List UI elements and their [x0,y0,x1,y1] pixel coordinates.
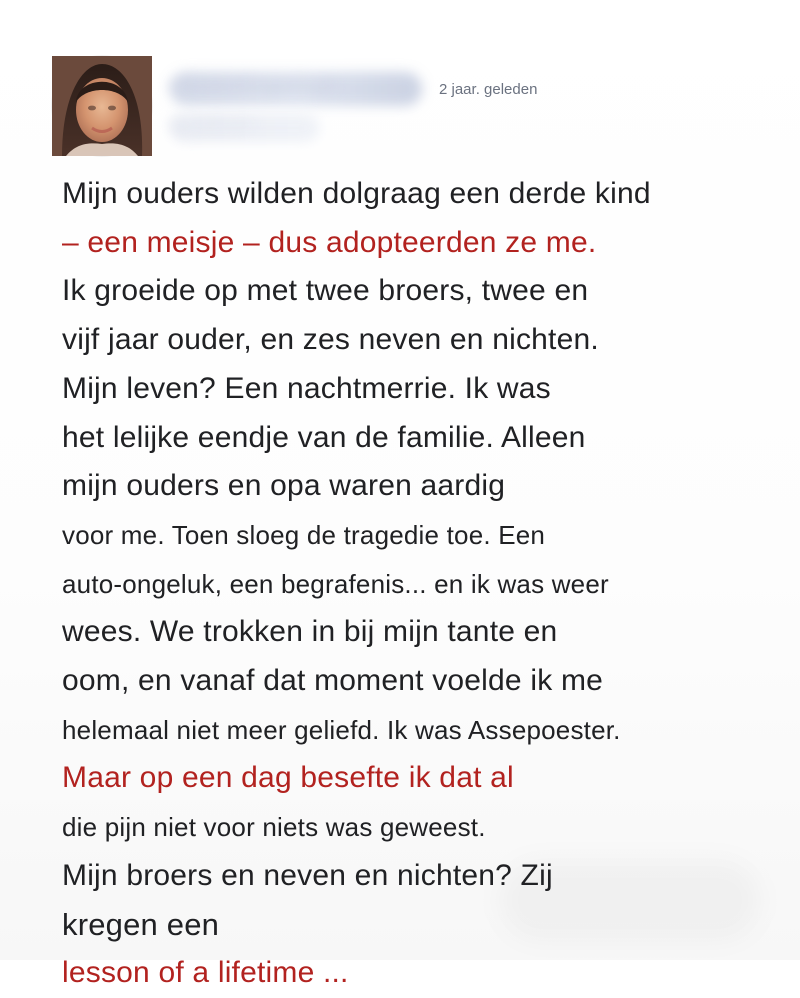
comment-line: auto-ongeluk, een begrafenis... en ik was weer [62,568,609,599]
comment-header [52,56,752,156]
comment-line: oom, en vanaf dat moment voelde ik me [62,664,604,698]
comment-line: helemaal niet meer geliefd. Ik was Assepoester. [62,714,621,745]
comment-line: die pijn niet voor niets was geweest. [62,812,486,843]
comment-line: vijf jaar ouder, en zes neven en nichten. [62,323,599,357]
comment-line: Maar op een dag besefte ik dat al [62,761,514,795]
comment-body [62,170,772,990]
comment-line: Mijn broers en neven en nichten? Zij [62,858,553,892]
comment-line: mijn ouders en opa waren aardig [62,469,506,503]
comment-line: kregen een [62,906,220,942]
comment-line: wees. We trokken in bij mijn tante en [62,615,558,649]
comment-line: Mijn leven? Een nachtmerrie. Ik was [62,371,551,405]
subline: by tatbum [170,114,253,133]
avatar[interactable] [52,56,152,156]
timestamp: 2 jaar. geleden [439,81,538,98]
comment-line: voor me. Toen sloeg de tragedie toe. Een [62,519,546,550]
comment-line: – een meisje – dus adopteerden ze me. [62,225,597,259]
comment-line: lesson of a lifetime ... [62,956,349,990]
comment-line: Mijn ouders wilden dolgraag een derde kind [62,177,651,210]
avatar-portrait-icon [52,56,152,156]
username[interactable]: chloeeatingpeluga [170,74,337,95]
comment-line: het lelijke eendje van de familie. Alleen [62,420,586,454]
comment-line: Ik groeide op met twee broers, twee en [62,274,589,308]
